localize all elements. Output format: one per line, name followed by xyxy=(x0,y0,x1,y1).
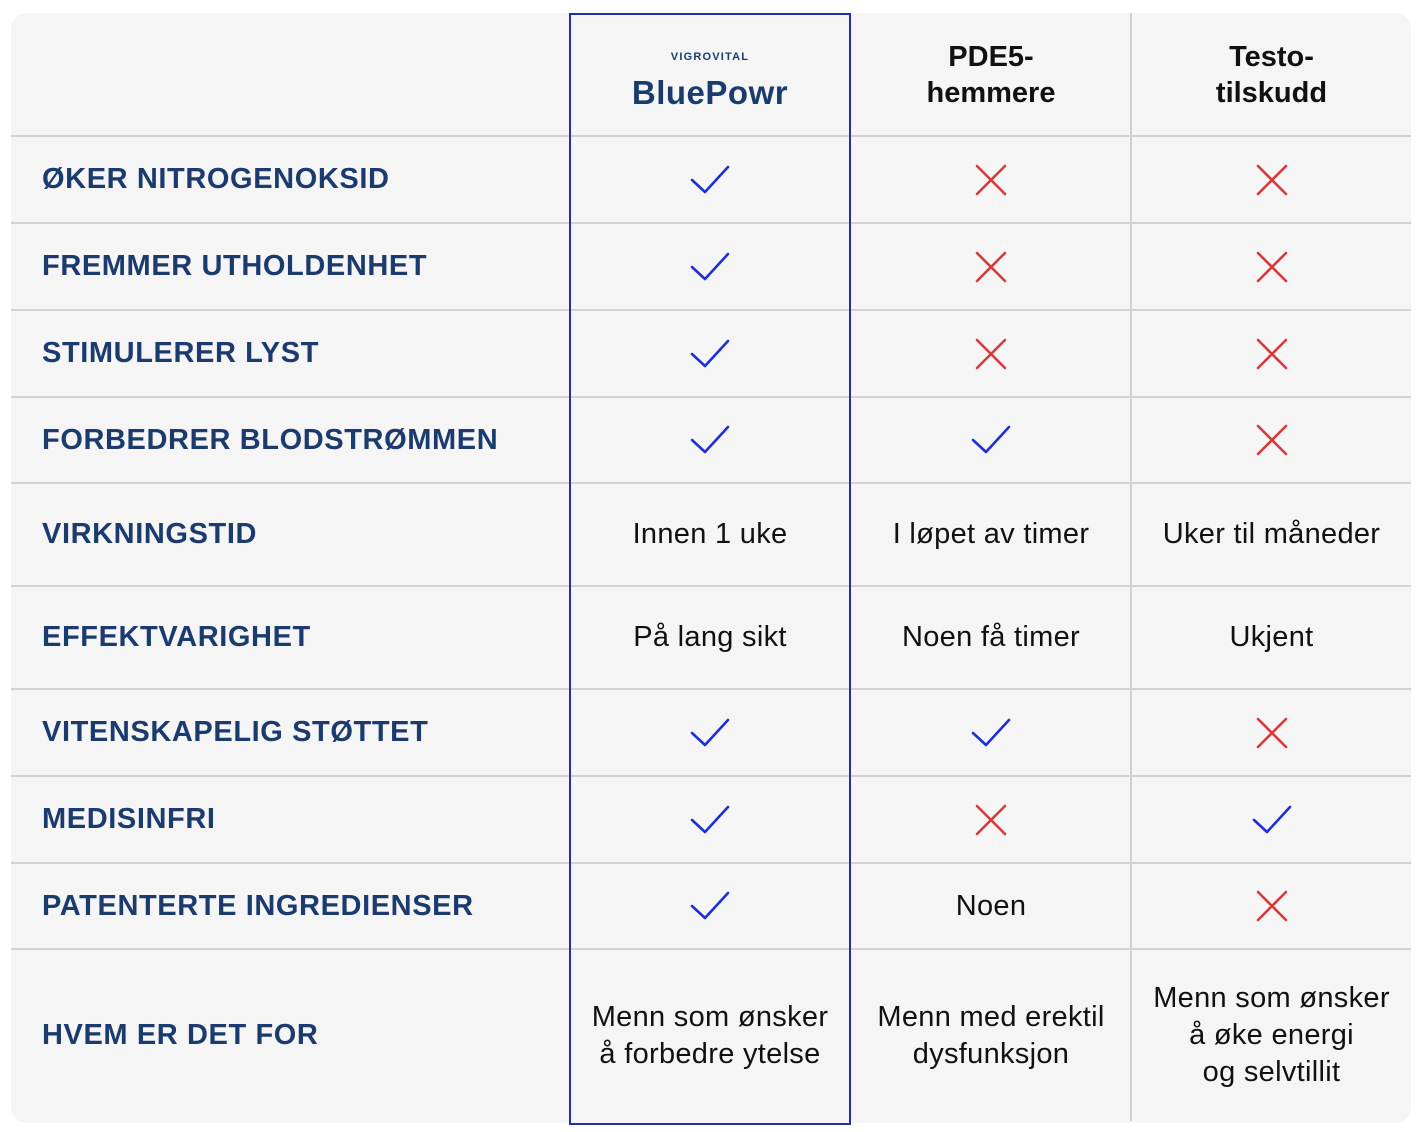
cross-icon xyxy=(1132,224,1411,309)
value-text: Menn som ønsker å forbedre ytelse xyxy=(591,1000,829,1070)
row-label: ØKER NITROGENOKSID xyxy=(42,163,390,195)
value-text: Noen få timer xyxy=(902,621,1080,653)
cross-icon xyxy=(1132,690,1411,775)
check-icon xyxy=(1132,777,1411,862)
check-icon xyxy=(851,398,1131,482)
cross-icon xyxy=(851,224,1131,309)
column-header-pde5: PDE5- hemmere xyxy=(926,41,1056,109)
brand-small-text: VIGROVITAL xyxy=(670,51,750,63)
value-text: Noen xyxy=(955,889,1027,922)
value-text: Ukjent xyxy=(1229,621,1314,653)
cross-icon xyxy=(851,777,1131,862)
row-label: EFFEKTVARIGHET xyxy=(42,621,311,653)
row-label: HVEM ER DET FOR xyxy=(42,1019,319,1051)
check-icon xyxy=(851,690,1131,775)
cross-icon xyxy=(1132,311,1411,396)
cross-icon xyxy=(1132,864,1411,948)
row-label: FORBEDRER BLODSTRØMMEN xyxy=(42,423,499,456)
value-text: Uker til måneder xyxy=(1162,518,1381,550)
bluepowr-highlight-column xyxy=(569,13,851,1125)
cross-icon xyxy=(1132,398,1411,482)
row-label: PATENTERTE INGREDIENSER xyxy=(42,889,474,922)
cross-icon xyxy=(851,137,1131,222)
cross-icon xyxy=(851,311,1131,396)
column-header-testo: Testo- tilskudd xyxy=(1215,41,1328,109)
value-text: Menn som ønsker å øke energi og selvtillit xyxy=(1153,982,1390,1088)
row-label: FREMMER UTHOLDENHET xyxy=(42,250,428,282)
value-text: På lang sikt xyxy=(633,621,787,653)
row-label: VITENSKAPELIG STØTTET xyxy=(42,716,429,748)
value-text: I løpet av timer xyxy=(892,518,1090,550)
row-label: STIMULERER LYST xyxy=(42,337,320,369)
brand-name: BluePowr xyxy=(631,74,789,111)
row-label: MEDISINFRI xyxy=(42,803,216,835)
value-text: Menn med erektil dysfunksjon xyxy=(877,1000,1105,1070)
value-text: Innen 1 uke xyxy=(632,518,788,550)
row-label: VIRKNINGSTID xyxy=(42,518,258,550)
cross-icon xyxy=(1132,137,1411,222)
